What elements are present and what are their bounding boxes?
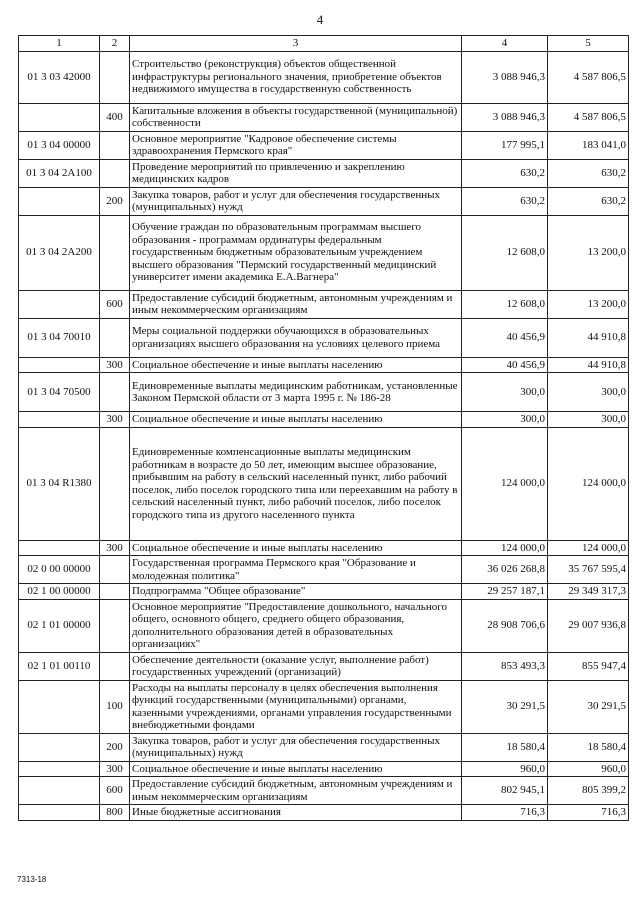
row-expense-type: 300 xyxy=(100,357,130,373)
table-row xyxy=(19,290,629,318)
row-name: Социальное обеспечение и иные выплаты населению xyxy=(130,761,462,777)
table-row xyxy=(19,556,629,584)
table-row xyxy=(19,159,629,187)
row-value-2020: 4 587 806,5 xyxy=(548,103,629,131)
row-code: 02 1 01 00110 xyxy=(19,652,100,680)
row-value-2019: 853 493,3 xyxy=(462,652,548,680)
row-name: Меры социальной поддержки обучающихся в образовательных организациях высшего образования на условиях целевого приема xyxy=(130,318,462,357)
row-value-2020: 44 910,8 xyxy=(548,318,629,357)
row-value-2020: 960,0 xyxy=(548,761,629,777)
row-value-2019: 716,3 xyxy=(462,805,548,821)
row-code: 02 0 00 00000 xyxy=(19,556,100,584)
row-code: 01 3 04 2А100 xyxy=(19,159,100,187)
row-value-2020: 805 399,2 xyxy=(548,777,629,805)
column-header: 2 xyxy=(100,36,130,52)
row-expense-type xyxy=(100,318,130,357)
row-code: 01 3 04 00000 xyxy=(19,131,100,159)
row-expense-type xyxy=(100,131,130,159)
row-value-2019: 630,2 xyxy=(462,159,548,187)
table-row xyxy=(19,733,629,761)
row-name: Основное мероприятие "Предоставление дошкольного, начального общего, основного общего, среднего общего образования, дополнительного образования детей в образовательных организациях" xyxy=(130,599,462,652)
row-expense-type: 800 xyxy=(100,805,130,821)
row-expense-type xyxy=(100,584,130,600)
table-row xyxy=(19,131,629,159)
table-row xyxy=(19,540,629,556)
row-value-2020: 29 349 317,3 xyxy=(548,584,629,600)
table-row xyxy=(19,51,629,103)
row-value-2019: 12 608,0 xyxy=(462,290,548,318)
row-value-2019: 40 456,9 xyxy=(462,357,548,373)
row-code: 01 3 03 42000 xyxy=(19,51,100,103)
row-value-2019: 300,0 xyxy=(462,373,548,412)
row-name: Предоставление субсидий бюджетным, автономным учреждениям и иным некоммерческим организациям xyxy=(130,290,462,318)
table-row xyxy=(19,777,629,805)
row-name: Обеспечение деятельности (оказание услуг, выполнение работ) государственных учреждений (организаций) xyxy=(130,652,462,680)
row-name: Проведение мероприятий по привлечению и закреплению медицинских кадров xyxy=(130,159,462,187)
row-code xyxy=(19,187,100,215)
table-row xyxy=(19,187,629,215)
column-header: 3 xyxy=(130,36,462,52)
row-expense-type: 200 xyxy=(100,733,130,761)
row-expense-type xyxy=(100,556,130,584)
row-name: Закупка товаров, работ и услуг для обеспечения государственных (муниципальных) нужд xyxy=(130,733,462,761)
row-name: Расходы на выплаты персоналу в целях обеспечения выполнения функций государственными (муниципальными) органами, казенными учреждениями, органами управления государственными внебюджетными фондами xyxy=(130,680,462,733)
row-name: Строительство (реконструкция) объектов общественной инфраструктуры регионального значения, приобретение объектов недвижимого имущества в государственную собственность xyxy=(130,51,462,103)
row-value-2020: 29 007 936,8 xyxy=(548,599,629,652)
row-expense-type xyxy=(100,652,130,680)
row-name: Единовременные выплаты медицинским работникам, установленные Законом Пермской области от 3 марта 1995 г. № 186-28 xyxy=(130,373,462,412)
row-value-2019: 300,0 xyxy=(462,412,548,428)
row-name: Подпрограмма "Общее образование" xyxy=(130,584,462,600)
table-row xyxy=(19,805,629,821)
table-row xyxy=(19,318,629,357)
row-code: 02 1 00 00000 xyxy=(19,584,100,600)
row-value-2020: 13 200,0 xyxy=(548,215,629,290)
row-name: Социальное обеспечение и иные выплаты населению xyxy=(130,540,462,556)
row-code xyxy=(19,290,100,318)
row-value-2020: 30 291,5 xyxy=(548,680,629,733)
row-expense-type xyxy=(100,215,130,290)
row-expense-type: 400 xyxy=(100,103,130,131)
row-value-2020: 855 947,4 xyxy=(548,652,629,680)
row-code: 01 3 04 2А200 xyxy=(19,215,100,290)
row-value-2020: 13 200,0 xyxy=(548,290,629,318)
row-expense-type: 100 xyxy=(100,680,130,733)
row-value-2020: 44 910,8 xyxy=(548,357,629,373)
row-value-2019: 630,2 xyxy=(462,187,548,215)
row-value-2019: 177 995,1 xyxy=(462,131,548,159)
row-value-2019: 28 908 706,6 xyxy=(462,599,548,652)
row-value-2020: 4 587 806,5 xyxy=(548,51,629,103)
table-row xyxy=(19,652,629,680)
row-name: Обучение граждан по образовательным программам высшего образования - программам ординатуры федеральным государственным бюджетным образовательным учреждением высшего образования "Пермский государственный медицинский университет имени академика Е.А.Вагнера" xyxy=(130,215,462,290)
row-code: 01 3 04 70010 xyxy=(19,318,100,357)
row-code xyxy=(19,412,100,428)
row-expense-type xyxy=(100,51,130,103)
footer-code: 7313-18 xyxy=(17,875,47,884)
row-code: 02 1 01 00000 xyxy=(19,599,100,652)
row-value-2019: 29 257 187,1 xyxy=(462,584,548,600)
row-value-2020: 716,3 xyxy=(548,805,629,821)
row-code xyxy=(19,777,100,805)
table-row xyxy=(19,427,629,540)
row-expense-type: 600 xyxy=(100,290,130,318)
row-value-2019: 18 580,4 xyxy=(462,733,548,761)
row-code xyxy=(19,103,100,131)
table-row xyxy=(19,680,629,733)
row-value-2020: 124 000,0 xyxy=(548,427,629,540)
row-name: Единовременные компенсационные выплаты медицинским работникам в возрасте до 50 лет, имеющим высшее образование, прибывшим на работу в сельский населенный пункт, либо рабочий поселок, либо поселок городского типа или переехавшим на работу в сельский населенный пункт, либо рабочий поселок, либо поселок городского типа из другого населенного пункта xyxy=(130,427,462,540)
row-value-2019: 3 088 946,3 xyxy=(462,51,548,103)
table-row xyxy=(19,103,629,131)
row-expense-type xyxy=(100,159,130,187)
row-value-2019: 960,0 xyxy=(462,761,548,777)
row-code xyxy=(19,805,100,821)
row-value-2019: 12 608,0 xyxy=(462,215,548,290)
row-value-2019: 802 945,1 xyxy=(462,777,548,805)
row-value-2020: 18 580,4 xyxy=(548,733,629,761)
row-name: Предоставление субсидий бюджетным, автономным учреждениям и иным некоммерческим организациям xyxy=(130,777,462,805)
row-value-2019: 124 000,0 xyxy=(462,540,548,556)
table-row xyxy=(19,373,629,412)
row-name: Государственная программа Пермского края "Образование и молодежная политика" xyxy=(130,556,462,584)
table-row xyxy=(19,412,629,428)
row-expense-type: 300 xyxy=(100,761,130,777)
row-code: 01 3 04 R1380 xyxy=(19,427,100,540)
table-row xyxy=(19,761,629,777)
row-name: Капитальные вложения в объекты государственной (муниципальной) собственности xyxy=(130,103,462,131)
row-value-2019: 3 088 946,3 xyxy=(462,103,548,131)
row-value-2019: 30 291,5 xyxy=(462,680,548,733)
row-value-2020: 124 000,0 xyxy=(548,540,629,556)
row-code xyxy=(19,733,100,761)
row-value-2020: 300,0 xyxy=(548,412,629,428)
row-expense-type: 300 xyxy=(100,540,130,556)
row-expense-type xyxy=(100,373,130,412)
row-value-2020: 35 767 595,4 xyxy=(548,556,629,584)
row-expense-type: 200 xyxy=(100,187,130,215)
row-name: Основное мероприятие "Кадровое обеспечение системы здравоохранения Пермского края" xyxy=(130,131,462,159)
row-code xyxy=(19,680,100,733)
row-expense-type: 600 xyxy=(100,777,130,805)
table-row xyxy=(19,599,629,652)
row-value-2019: 36 026 268,8 xyxy=(462,556,548,584)
row-expense-type: 300 xyxy=(100,412,130,428)
row-value-2020: 630,2 xyxy=(548,159,629,187)
row-value-2020: 630,2 xyxy=(548,187,629,215)
table-row xyxy=(19,584,629,600)
column-header: 4 xyxy=(462,36,548,52)
row-value-2019: 40 456,9 xyxy=(462,318,548,357)
row-name: Социальное обеспечение и иные выплаты населению xyxy=(130,412,462,428)
row-expense-type xyxy=(100,427,130,540)
column-header: 1 xyxy=(19,36,100,52)
row-value-2019: 124 000,0 xyxy=(462,427,548,540)
row-value-2020: 183 041,0 xyxy=(548,131,629,159)
page-number: 4 xyxy=(316,12,324,27)
table-row xyxy=(19,215,629,290)
column-header: 5 xyxy=(548,36,629,52)
row-code xyxy=(19,540,100,556)
budget-table xyxy=(18,35,629,821)
row-code xyxy=(19,357,100,373)
row-code xyxy=(19,761,100,777)
header-row xyxy=(19,36,629,52)
row-name: Иные бюджетные ассигнования xyxy=(130,805,462,821)
row-code: 01 3 04 70500 xyxy=(19,373,100,412)
row-name: Закупка товаров, работ и услуг для обеспечения государственных (муниципальных) нужд xyxy=(130,187,462,215)
row-value-2020: 300,0 xyxy=(548,373,629,412)
row-expense-type xyxy=(100,599,130,652)
table-row xyxy=(19,357,629,373)
row-name: Социальное обеспечение и иные выплаты населению xyxy=(130,357,462,373)
